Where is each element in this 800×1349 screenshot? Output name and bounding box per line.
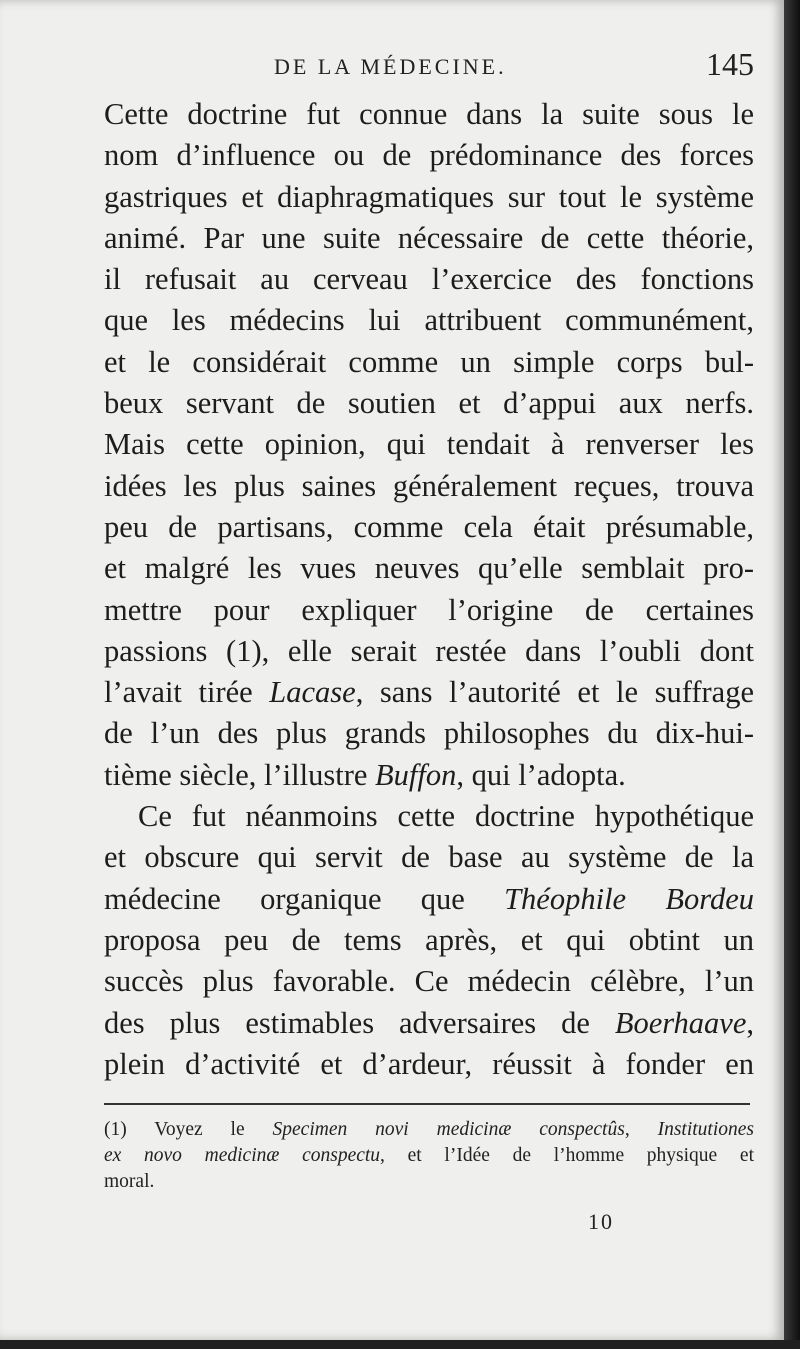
italic-name-bordeu: Théophile Bordeu [504,881,754,916]
footnote-line-1: (1) Voyez le Specimen novi medicinæ conspectûs, Institutiones [104,1119,755,1140]
text-line-1: Cette doctrine fut connue dans la suite sous le [104,97,754,131]
text-line-24: plein d’activité et d’ardeur, réussit à fonder en [104,1046,754,1081]
text-line-6: que les médecins lui attribuent communément, [104,303,754,338]
page-header [104,46,754,86]
text-line-17: tième siècle, l’illustre Buffon, qui l’adopta. [104,757,626,792]
text-line-23: des plus estimables adversaires de Boerhaave, [104,1005,754,1040]
text-line-11: peu de partisans, comme cela était présumable, [104,509,754,544]
running-head: DE LA MÉDECINE. [274,54,507,79]
footnote-line-3: moral. [104,1171,155,1192]
text-line-20: médecine organique que Théophile Bordeu [104,881,754,916]
text-line-19: et obscure qui servit de base au système de la [104,840,754,875]
text-line-15: l’avait tirée Lacase, sans l’autorité et le suffrage [104,675,754,710]
page-bottom-shadow [0,1340,800,1349]
text-line-7: et le considérait comme un simple corps bul- [104,344,754,379]
signature-mark: 10 [588,1209,614,1234]
italic-name-buffon: Buffon [375,757,457,792]
text-line-13: mettre pour expliquer l’origine de certaines [104,592,754,627]
text-line-9: Mais cette opinion, qui tendait à renverser les [104,427,754,462]
text-line-5: il refusait au cerveau l’exercice des fonctions [104,262,754,297]
footnote-rule [104,1103,750,1105]
text-line-18: Ce fut néanmoins cette doctrine hypothétique [138,799,754,834]
text-line-8: beux servant de soutien et d’appui aux nerfs. [104,386,754,421]
text-line-16: de l’un des plus grands philosophes du dix-hui- [104,716,754,751]
text-line-10: idées les plus saines généralement reçues, trouva [104,468,754,503]
italic-name-boerhaave: Boerhaave [614,1005,747,1040]
text-line-21: proposa peu de tems après, et qui obtint un [104,922,754,957]
text-line-12: et malgré les vues neuves qu’elle semblait pro- [104,551,754,586]
text-line-14: passions (1), elle serait restée dans l’oubli dont [104,633,754,668]
page-edge-shadow [784,0,800,1349]
footnote [104,1117,754,1195]
text-line-3: gastriques et diaphragmatiques sur tout le système [104,179,754,214]
text-line-4: animé. Par une suite nécessaire de cette théorie, [104,220,754,255]
italic-name-lacase: Lacase [269,675,356,710]
page-number: 145 [706,46,754,82]
text-line-22: succès plus favorable. Ce médecin célèbre, l’un [104,964,754,999]
footnote-line-2: ex novo medicinæ conspectu, et l’Idée de l’homme physique et [104,1145,754,1166]
text-line-2: nom d’influence ou de prédominance des forces [104,138,754,173]
main-text [104,94,754,1085]
